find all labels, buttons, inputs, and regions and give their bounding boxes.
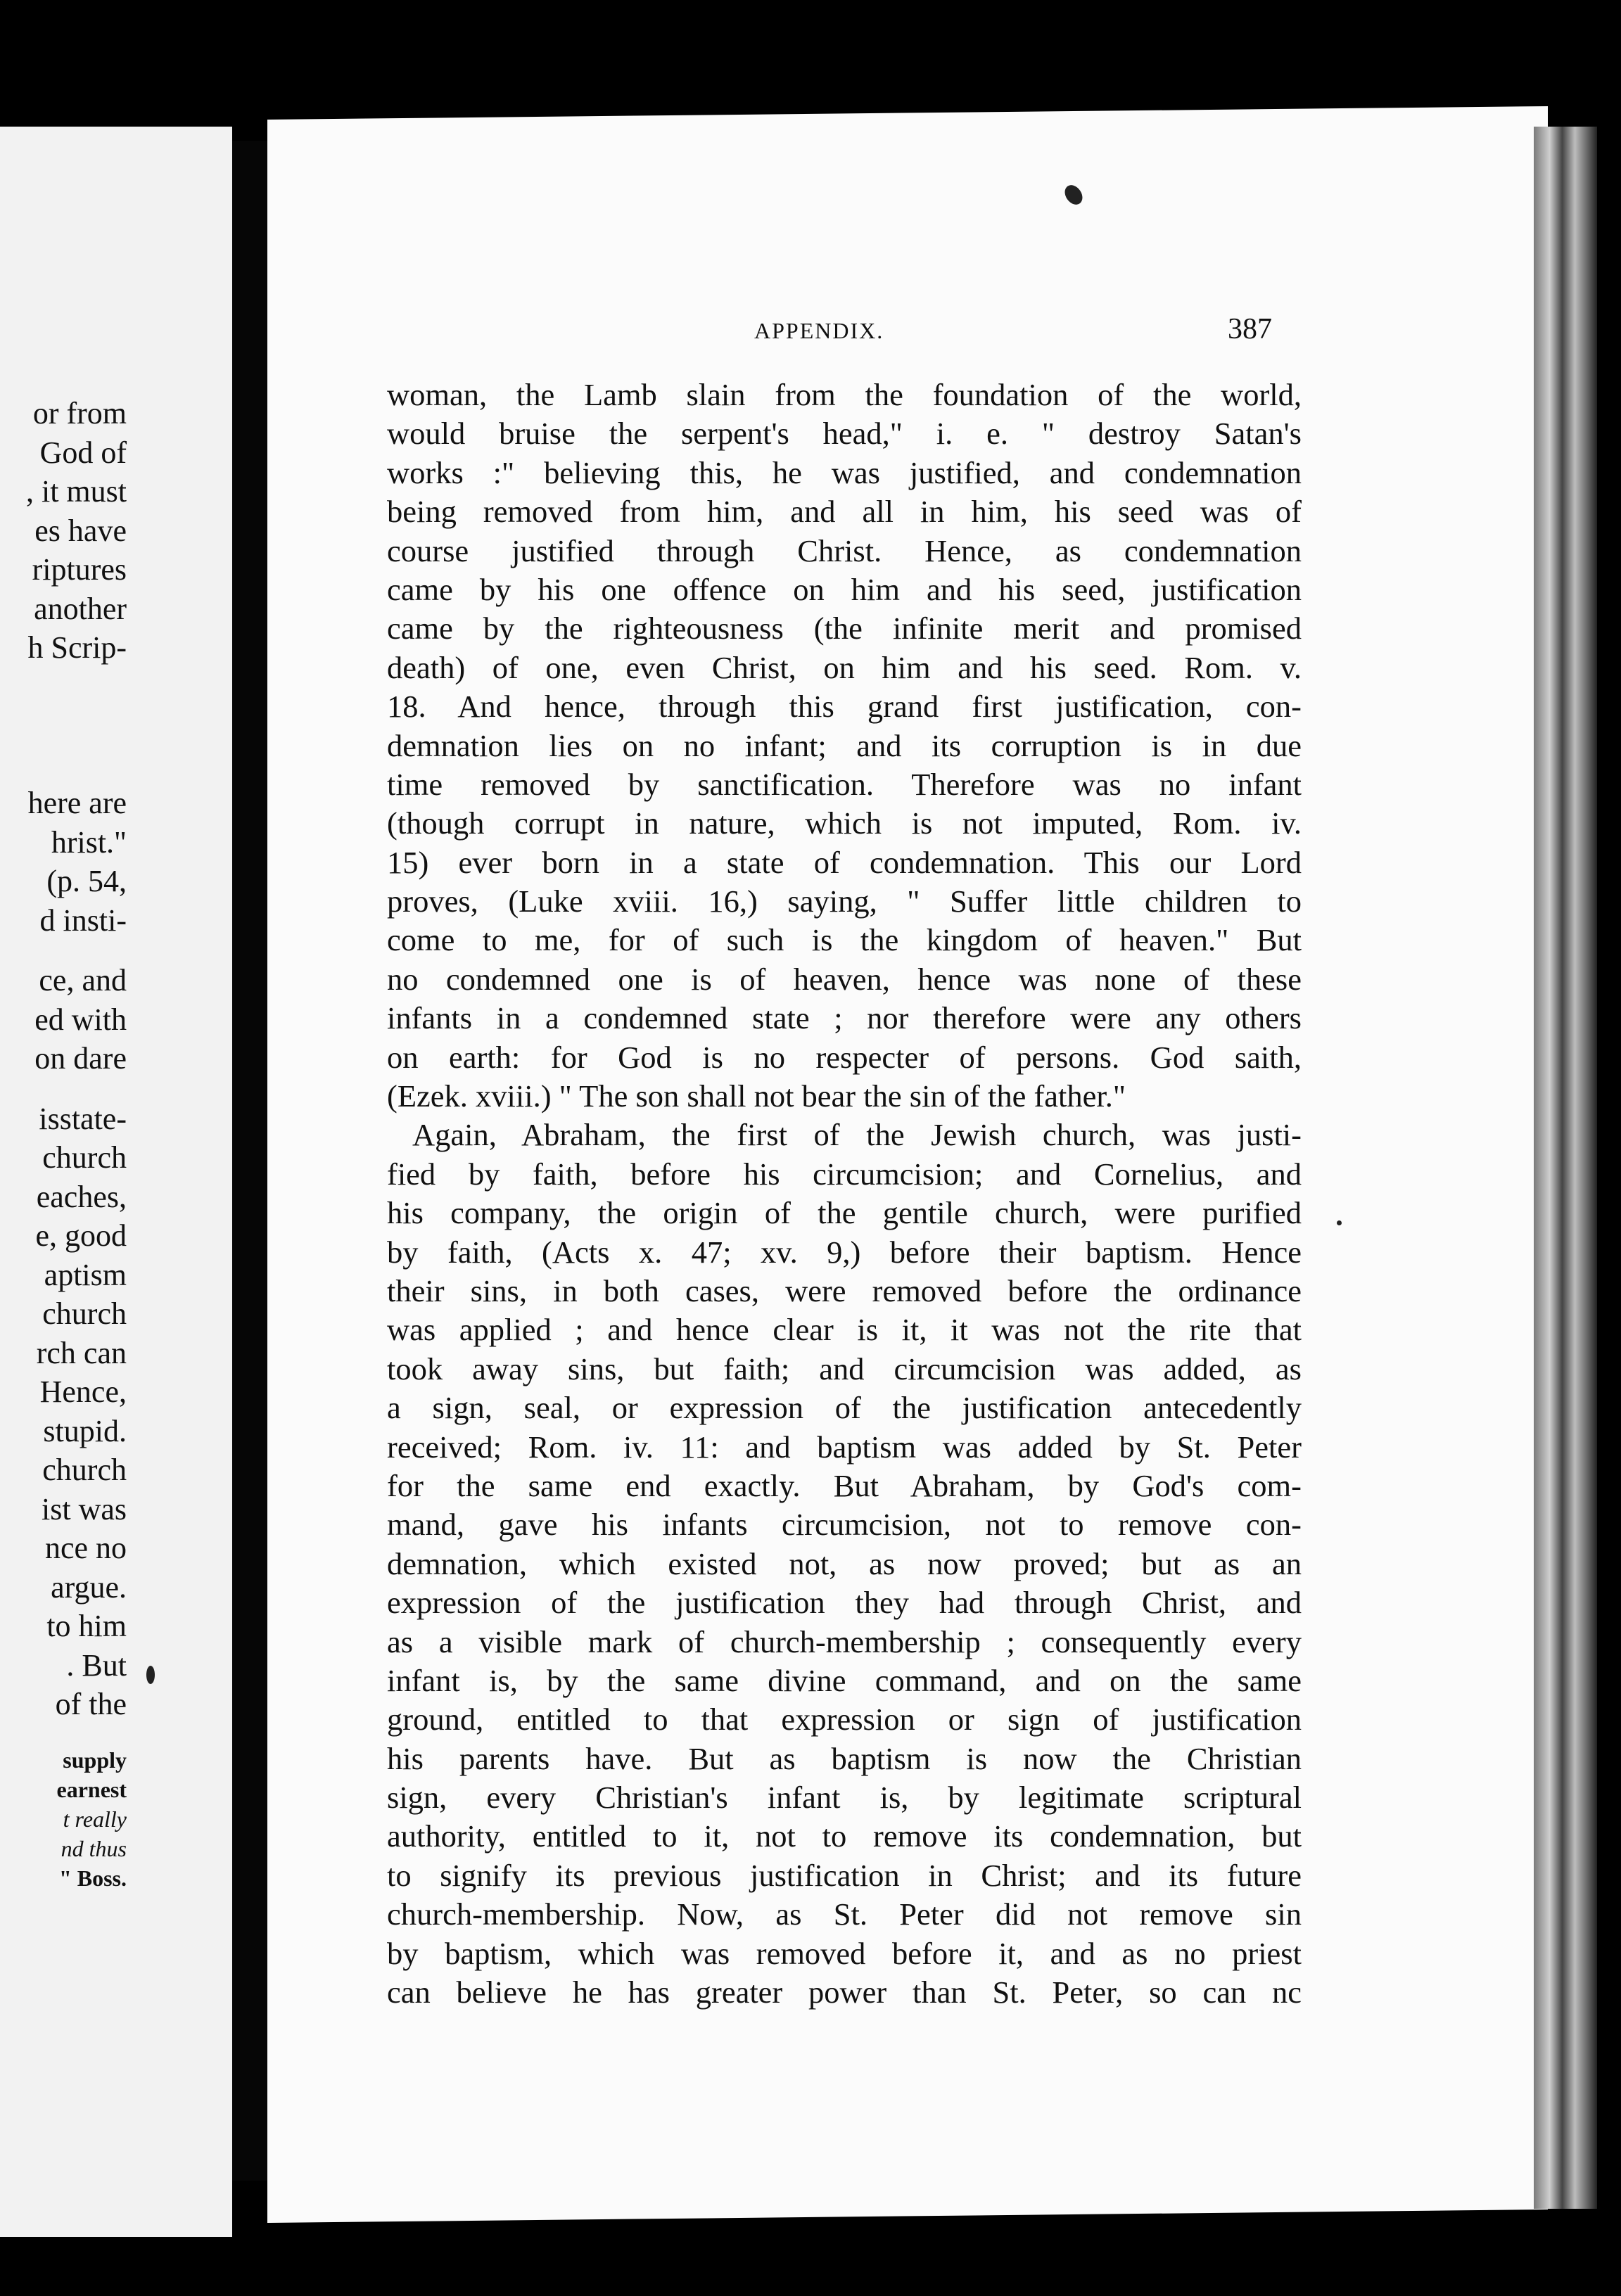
left-line: . But <box>66 1647 127 1683</box>
text-line: being removed from him, and all in him, his seed was of <box>387 494 1302 530</box>
left-line: eaches, <box>36 1179 127 1214</box>
text-line: no condemned one is of heaven, hence was none of these <box>387 961 1302 997</box>
scan-speck <box>1337 1220 1342 1225</box>
left-line: of the <box>55 1687 127 1721</box>
left-line: church <box>42 1453 127 1487</box>
text-line: (Ezek. xviii.) " The son shall not bear the sin of the father." <box>387 1078 1126 1114</box>
left-line: here are <box>27 786 127 820</box>
left-line: church <box>42 1140 127 1175</box>
left-line: nce no <box>44 1531 127 1565</box>
text-line: by baptism, which was removed before it, and as no priest <box>387 1935 1302 1971</box>
page-number: 387 <box>1228 313 1272 345</box>
left-footnote-line: nd thus <box>61 1835 127 1861</box>
text-line: was applied ; and hence clear is it, it was not the rite that <box>387 1312 1302 1348</box>
text-line: 18. And hence, through this grand first justification, con- <box>387 689 1302 725</box>
left-line: isstate- <box>39 1101 127 1136</box>
left-line: aptism <box>44 1257 127 1292</box>
left-line: d insti- <box>39 903 127 938</box>
scan-speck <box>146 1666 155 1684</box>
left-line: , it must <box>25 474 127 509</box>
text-line: proves, (Luke xviii. 16,) saying, " Suffer little children to <box>387 884 1302 919</box>
left-line: God of <box>39 435 127 470</box>
left-line: e, good <box>35 1218 127 1253</box>
left-line: ed with <box>34 1002 127 1037</box>
text-line: course justified through Christ. Hence, as condemnation <box>387 532 1302 568</box>
text-line: can believe he has greater power than St. Peter, so can nc <box>387 1975 1302 2010</box>
text-line: expression of the justification they had through Christ, and <box>387 1585 1302 1621</box>
text-line: (though corrupt in nature, which is not imputed, Rom. iv. <box>387 805 1302 841</box>
text-line: demnation, which existed not, as now proved; but as an <box>387 1545 1302 1581</box>
text-line: Again, Abraham, the first of the Jewish church, was justi- <box>412 1117 1302 1153</box>
text-line: as a visible mark of church-membership ; consequently every <box>387 1624 1302 1659</box>
left-line: stupid. <box>43 1413 127 1448</box>
text-line: their sins, in both cases, were removed before the ordinance <box>387 1273 1302 1308</box>
left-line: argue. <box>51 1569 127 1605</box>
left-footnote-line: earnest <box>56 1776 127 1802</box>
left-line: another <box>34 591 127 626</box>
left-line: (p. 54, <box>46 864 127 898</box>
text-line: on earth: for God is no respecter of persons. God saith, <box>387 1039 1302 1075</box>
text-line: time removed by sanctification. Therefore was no infant <box>387 766 1302 802</box>
text-line: took away sins, but faith; and circumcision was added, as <box>387 1351 1302 1386</box>
text-line: come to me, for of such is the kingdom of heaven." But <box>387 922 1302 958</box>
left-line: or from <box>32 396 127 431</box>
left-line: es have <box>34 513 127 548</box>
text-line: for the same end exactly. But Abraham, by God's com- <box>387 1467 1302 1503</box>
text-line: authority, entitled to it, not to remove its condemnation, but <box>387 1818 1302 1854</box>
text-line: his parents have. But as baptism is now the Christian <box>387 1740 1302 1776</box>
text-line: fied by faith, before his circumcision; and Cornelius, and <box>387 1156 1302 1192</box>
text-line: ground, entitled to that expression or sign of justification <box>387 1702 1302 1737</box>
text-line: infants in a condemned state ; nor therefore were any others <box>387 1000 1302 1036</box>
left-line: to him <box>46 1609 127 1643</box>
text-line: by faith, (Acts x. 47; xv. 9,) before their baptism. Hence <box>387 1234 1302 1270</box>
text-line: would bruise the serpent's head," i. e. " destroy Satan's <box>387 416 1302 452</box>
text-line: to signify its previous justification in Christ; and its future <box>387 1857 1302 1893</box>
left-line: church <box>42 1296 127 1331</box>
text-line: demnation lies on no infant; and its corruption is in due <box>387 727 1302 763</box>
left-line: Hence, <box>39 1375 127 1409</box>
text-line: his company, the origin of the gentile church, were purified <box>387 1195 1302 1231</box>
left-line: rch can <box>36 1335 127 1370</box>
text-line: came by his one offence on him and his seed, justification <box>387 571 1302 607</box>
left-footnote-line: t really <box>63 1806 127 1832</box>
text-line: church-membership. Now, as St. Peter did not remove sin <box>387 1896 1302 1932</box>
text-line: infant is, by the same divine command, and on the same <box>387 1662 1302 1698</box>
text-line: 15) ever born in a state of condemnation. This our Lord <box>387 844 1302 880</box>
running-head: APPENDIX. <box>754 318 884 343</box>
text-line: mand, gave his infants circumcision, not to remove con- <box>387 1507 1302 1543</box>
left-line: riptures <box>32 552 127 587</box>
page-edges <box>1534 127 1597 2209</box>
text-line: came by the righteousness (the infinite merit and promised <box>387 611 1302 646</box>
left-line: ce, and <box>39 963 127 997</box>
previous-page-fragment <box>0 127 232 2237</box>
text-line: death) of one, even Christ, on him and his seed. Rom. v. <box>387 649 1302 685</box>
left-line: on dare <box>34 1041 127 1076</box>
left-line: ist was <box>42 1491 127 1526</box>
text-line: a sign, seal, or expression of the justification antecedently <box>387 1390 1302 1426</box>
text-line: sign, every Christian's infant is, by legitimate scriptural <box>387 1780 1302 1816</box>
text-line: woman, the Lamb slain from the foundation of the world, <box>387 377 1302 412</box>
text-line: works :" believing this, he was justified, and condemnation <box>387 454 1302 490</box>
previous-page-text <box>0 394 127 1893</box>
left-footnote-line: " Boss. <box>58 1865 127 1891</box>
left-footnote-line: supply <box>63 1747 127 1773</box>
body-text <box>387 376 1302 2012</box>
left-section-heading <box>0 706 127 746</box>
left-line: hrist." <box>51 824 127 860</box>
left-line: h Scrip- <box>27 630 127 665</box>
text-line: received; Rom. iv. 11: and baptism was added by St. Peter <box>387 1429 1302 1465</box>
